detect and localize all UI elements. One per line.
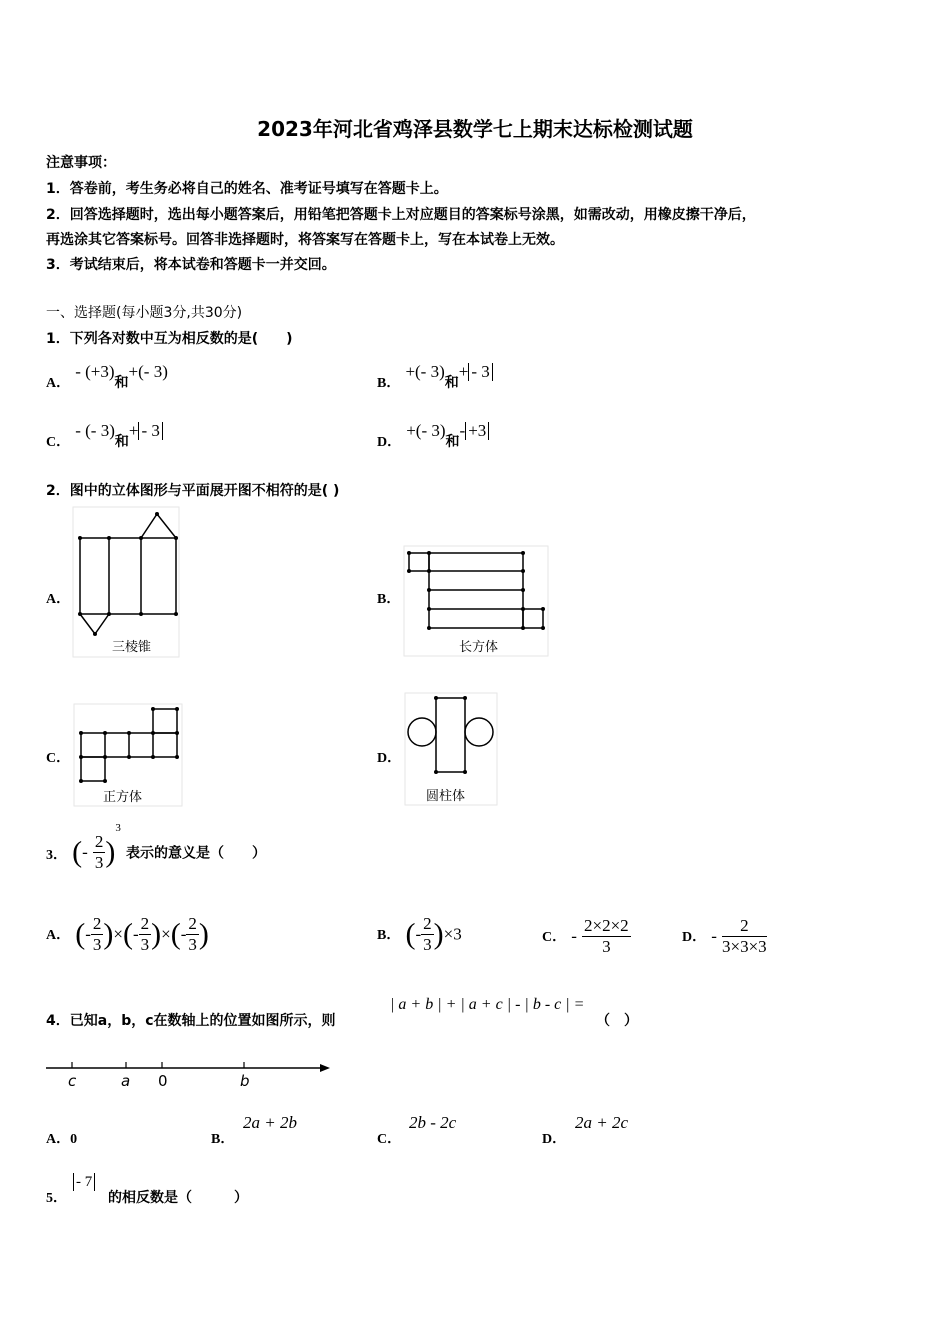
paren-open: ( xyxy=(72,835,83,869)
q1-option-b[interactable] xyxy=(377,362,493,391)
option-label: D． xyxy=(377,435,402,450)
q3-stem-text: 表示的意义是（ ） xyxy=(125,845,266,862)
abs-value: +3 xyxy=(465,422,489,440)
net-cube xyxy=(73,703,183,807)
minus-sign: - xyxy=(82,842,88,862)
q4-option-a[interactable] xyxy=(46,1128,77,1148)
question-number: 5． xyxy=(46,1191,67,1206)
net-triangular-pyramid xyxy=(72,506,180,658)
abs-value: - 7 xyxy=(73,1173,95,1191)
section-heading: 一、选择题(每小题3分,共30分) xyxy=(46,305,243,321)
and-word: 和 xyxy=(114,375,129,391)
q4-expression: | a + b | + | a + c | - | b - c | = xyxy=(390,996,585,1013)
axis-label: a xyxy=(121,1072,131,1090)
net-cylinder xyxy=(404,692,498,806)
figure-caption: 长方体 xyxy=(459,640,499,655)
option-label: C． xyxy=(542,930,567,945)
figure-caption: 圆柱体 xyxy=(426,789,466,804)
times-three: ×3 xyxy=(443,924,462,944)
q2-option-a-label[interactable]: A． xyxy=(46,592,71,607)
q4-option-b[interactable] xyxy=(211,1128,234,1148)
option-label: C． xyxy=(46,435,71,450)
note-item: 再选涂其它答案标号。回答非选择题时，将答案写在答题卡上，写在本试卷上无效。 xyxy=(46,232,564,248)
and-word: 和 xyxy=(444,375,459,391)
q4-option-d-value: 2a + 2c xyxy=(575,1113,629,1132)
number-line xyxy=(44,1058,334,1092)
q2-option-b-label[interactable]: B． xyxy=(377,592,401,607)
q4-option-b-value: 2a + 2b xyxy=(243,1113,297,1132)
figure-caption: 三棱锥 xyxy=(112,640,152,655)
q4-stem: 4．已知a，b，c在数轴上的位置如图所示，则 xyxy=(46,1013,336,1029)
q1-option-a[interactable] xyxy=(46,362,168,391)
q4-option-c[interactable] xyxy=(377,1128,401,1148)
and-word: 和 xyxy=(114,434,129,450)
option-label: B． xyxy=(211,1132,235,1147)
fraction: $\frac{2}{3\times 3\times 3}$ xyxy=(721,916,767,956)
q4-option-c-value: 2b - 2c xyxy=(409,1113,457,1132)
q2-stem: 2．图中的立体图形与平面展开图不相符的是( ) xyxy=(46,483,340,499)
math-sign: + xyxy=(458,362,469,381)
math-expr: +(- 3) xyxy=(128,362,168,381)
option-label: B． xyxy=(377,376,401,391)
option-label: D． xyxy=(682,930,707,945)
question-number: 3． xyxy=(46,848,67,863)
note-item: 2．回答选择题时，选出每小题答案后，用铅笔把答题卡上对应题目的答案标号涂黑，如需改动，用橡皮擦干净后， xyxy=(46,207,756,223)
fraction: $\frac{2}{3}$ xyxy=(94,832,104,872)
option-label: A． xyxy=(46,928,71,943)
notes-heading: 注意事项： xyxy=(46,155,116,171)
note-item: 1．答卷前，考生务必将自己的姓名、准考证号填写在答题卡上。 xyxy=(46,181,448,197)
math-expr: +(- 3) xyxy=(406,421,446,440)
axis-label: b xyxy=(240,1072,250,1090)
option-label: D． xyxy=(542,1132,567,1147)
math-expr: - (- 3) xyxy=(75,421,115,440)
abs-value: - 3 xyxy=(138,422,162,440)
note-item: 3．考试结束后，将本试卷和答题卡一并交回。 xyxy=(46,257,336,273)
math-sign: - xyxy=(459,421,466,440)
q2-option-d-label[interactable]: D． xyxy=(377,751,402,766)
axis-label: 0 xyxy=(158,1072,168,1090)
q3-option-b[interactable]: B． (- $\frac{2}{3}$ )×3 xyxy=(377,914,462,954)
option-label: C． xyxy=(377,1132,402,1147)
axis-label: c xyxy=(68,1072,77,1090)
q3-option-c[interactable]: C． - $\frac{2\times 2\times 2}{3}$ xyxy=(542,916,629,956)
arrow-right-icon xyxy=(320,1064,330,1072)
q3-option-a[interactable]: A． (- $\frac{2}{3}$ )×(- $\frac{2}{3}$ )×(- $\frac{2}{3}$ ) xyxy=(46,914,209,954)
q5-stem: 的相反数是（ ） xyxy=(108,1190,248,1206)
q3-option-d[interactable]: D． - $\frac{2}{3\times 3\times 3}$ xyxy=(682,916,767,956)
math-sign: + xyxy=(128,421,139,440)
option-label: A． xyxy=(46,1132,71,1147)
fraction: $\frac{2\times 2\times 2}{3}$ xyxy=(583,916,629,956)
q4-stem-tail: （ ） xyxy=(596,1013,638,1029)
figure-caption: 正方体 xyxy=(103,790,143,805)
option-label: A． xyxy=(46,376,71,391)
option-value: 0 xyxy=(70,1132,78,1147)
math-expr: - (+3) xyxy=(75,362,115,381)
math-expr: +(- 3) xyxy=(405,362,445,381)
q2-option-c-label[interactable]: C． xyxy=(46,751,71,766)
q3-stem xyxy=(46,821,266,873)
q1-option-c[interactable] xyxy=(46,421,163,450)
exponent: 3 xyxy=(115,821,121,834)
q4-option-d[interactable] xyxy=(542,1128,566,1148)
q1-stem: 1．下列各对数中互为相反数的是( ) xyxy=(46,331,293,347)
net-cuboid xyxy=(403,545,549,657)
paren-close: ) xyxy=(105,835,116,869)
and-word: 和 xyxy=(445,434,460,450)
q1-option-d[interactable] xyxy=(377,421,489,450)
page-title: 2023年河北省鸡泽县数学七上期末达标检测试题 xyxy=(257,117,693,141)
abs-value: - 3 xyxy=(468,363,492,381)
option-label: B． xyxy=(377,928,401,943)
